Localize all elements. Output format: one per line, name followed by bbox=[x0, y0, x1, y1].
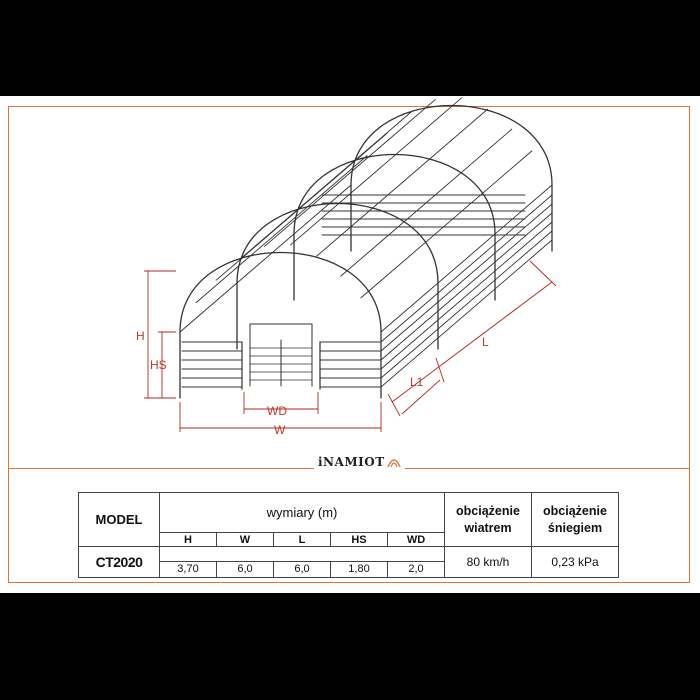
value-w: 6,0 bbox=[217, 561, 274, 577]
product-sheet bbox=[0, 96, 700, 593]
specification-table bbox=[78, 492, 619, 578]
tent-frame-structure bbox=[180, 98, 552, 398]
dimensions-header: wymiary (m) bbox=[160, 493, 445, 533]
frame-purlin bbox=[317, 109, 488, 256]
frame-arch bbox=[237, 204, 438, 350]
value-h: 3,70 bbox=[160, 561, 217, 577]
frame-purlin bbox=[291, 98, 462, 245]
column-l: L bbox=[274, 533, 331, 547]
dimension-label-wd: WD bbox=[267, 404, 287, 418]
side-fence-rail bbox=[381, 240, 552, 387]
value-wd: 2,0 bbox=[388, 561, 445, 577]
side-fence-rail bbox=[381, 195, 552, 342]
dimension-lines bbox=[144, 261, 556, 432]
frame-purlin bbox=[264, 99, 435, 246]
snow-load-header: obciążenie śniegiem bbox=[532, 493, 619, 547]
wind-load-value: 80 km/h bbox=[445, 547, 532, 578]
dimension-label-h: H bbox=[136, 329, 145, 343]
value-l: 6,0 bbox=[274, 561, 331, 577]
value-hs: 1,80 bbox=[331, 561, 388, 577]
frame-purlin bbox=[240, 112, 411, 259]
column-h: H bbox=[160, 533, 217, 547]
tent-logo-icon bbox=[387, 456, 401, 468]
tent-technical-drawing bbox=[0, 96, 700, 468]
column-wd: WD bbox=[388, 533, 445, 547]
side-fence-rail bbox=[381, 231, 552, 378]
dim-l1-end bbox=[436, 358, 444, 382]
frame-purlin bbox=[180, 185, 351, 332]
dimension-label-l: L bbox=[482, 335, 489, 349]
brand-name: iNAMIOT bbox=[318, 455, 385, 469]
column-w: W bbox=[217, 533, 274, 547]
dim-l-end bbox=[530, 261, 556, 286]
wind-load-header: obciążenie wiatrem bbox=[445, 493, 532, 547]
dimension-label-w: W bbox=[274, 423, 286, 437]
column-hs: HS bbox=[331, 533, 388, 547]
snow-load-value: 0,23 kPa bbox=[532, 547, 619, 578]
frame-purlin bbox=[196, 156, 367, 303]
side-fence-rail bbox=[381, 222, 552, 369]
dimension-label-l1: L1 bbox=[410, 375, 424, 389]
dimension-label-hs: HS bbox=[150, 358, 167, 372]
frame-arch bbox=[351, 106, 552, 252]
brand-logo bbox=[314, 452, 405, 472]
model-header: MODEL bbox=[79, 493, 160, 547]
side-fence-rail bbox=[381, 204, 552, 351]
model-value: CT2020 bbox=[79, 547, 160, 578]
